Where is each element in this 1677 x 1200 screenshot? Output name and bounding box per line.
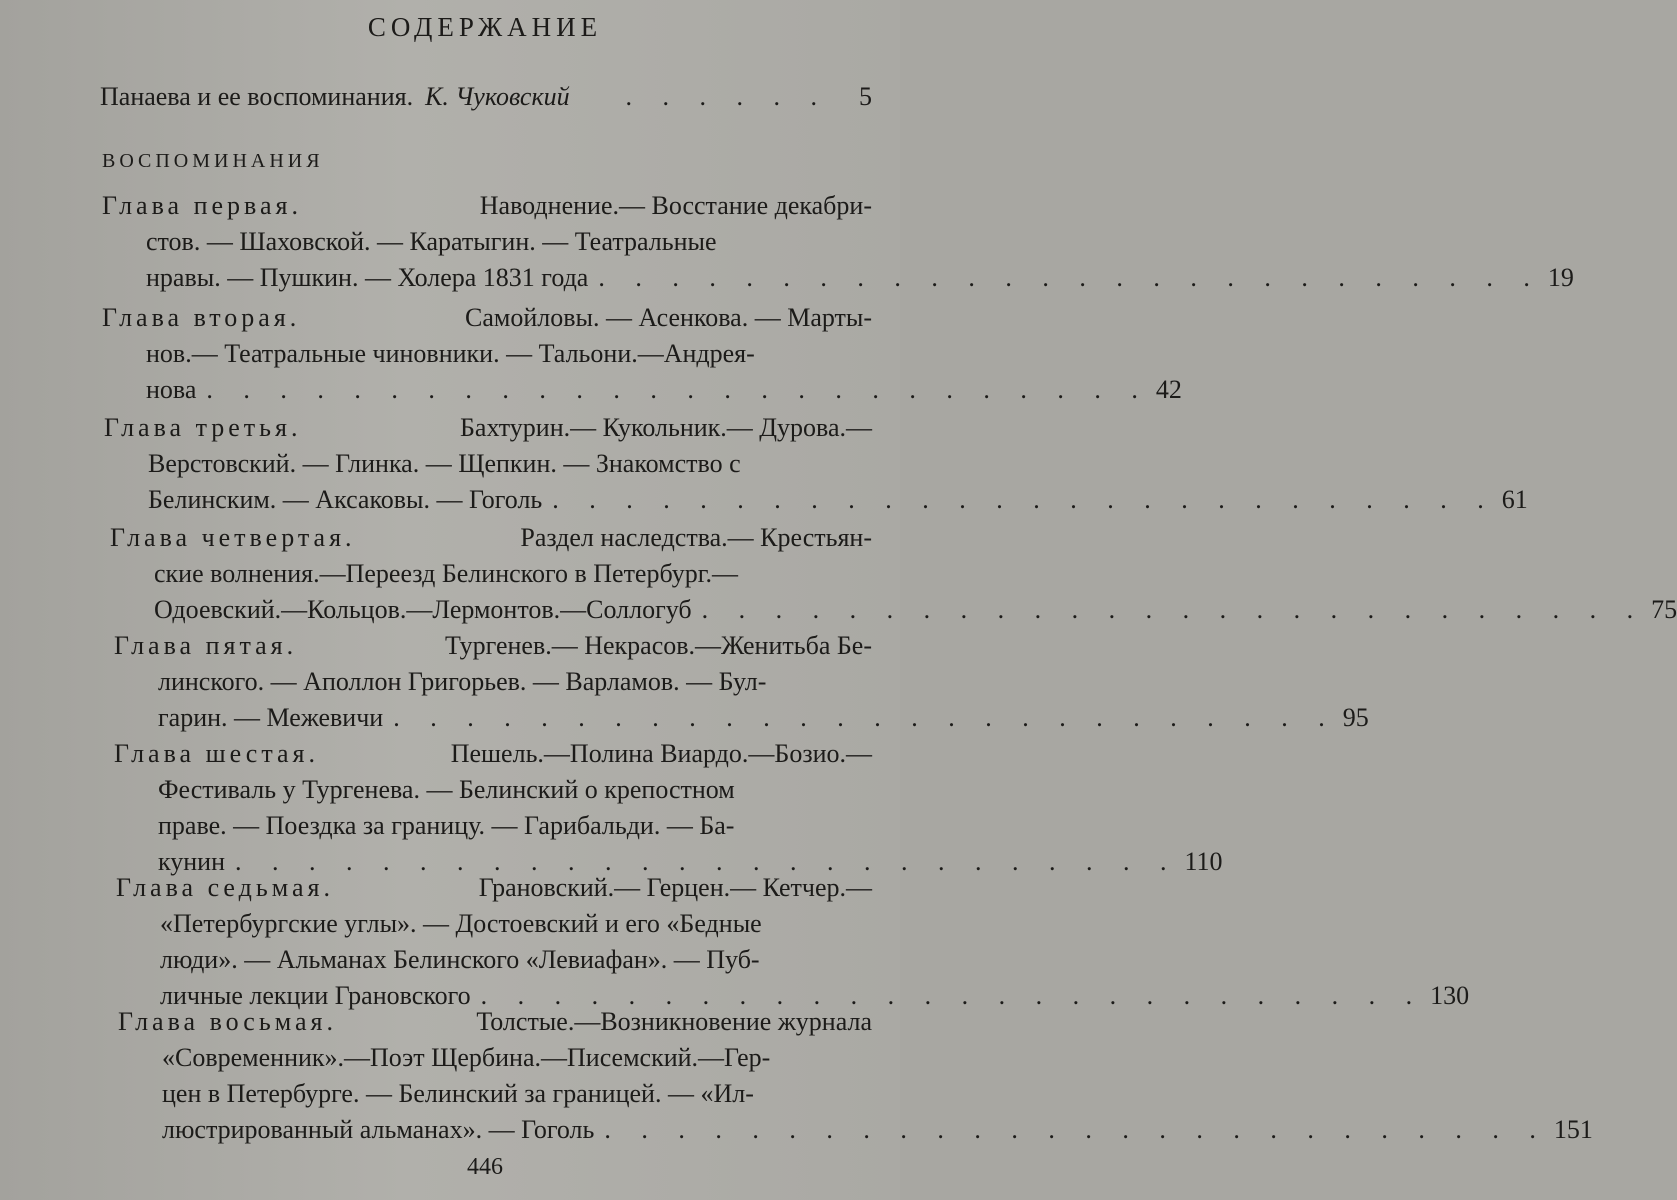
toc-entry <box>114 628 1369 736</box>
toc-line <box>102 260 1574 296</box>
chapter-topics: Раздел наследства.— Крестьян- <box>520 523 872 552</box>
toc-line <box>110 556 872 592</box>
chapter-topics: «Современник».—Поэт Щербина.—Писемский.—Гер- <box>162 1043 771 1072</box>
leader-dots: . . . . . . . . . . . . . . . . . . . . . . . . . . <box>598 263 1542 292</box>
toc-line <box>102 300 872 336</box>
intro-author: К. Чуковский <box>425 82 570 111</box>
toc-entry <box>118 1004 1593 1148</box>
toc-line <box>116 870 872 906</box>
chapter-topics: цен в Петербурге. — Белинский за границей. — «Ил- <box>162 1079 754 1108</box>
toc-line <box>102 336 872 372</box>
chapter-label: Глава пятая. <box>114 631 298 660</box>
toc-entry <box>114 736 1223 880</box>
toc-line <box>102 188 872 224</box>
page-number: 61 <box>1501 485 1528 514</box>
page-number: 151 <box>1553 1115 1593 1144</box>
chapter-topics: личные лекции Грановского <box>160 981 471 1010</box>
leader-dots: . . . . . . . . . . . . . . . . . . . . . . . . . . <box>604 1115 1548 1144</box>
chapter-topics: Самойловы. — Асенкова. — Марты- <box>465 303 872 332</box>
leader-dots: . . . . . . . . . . . . . . . . . . . . . . . . . . <box>552 485 1496 514</box>
chapter-topics: ские волнения.—Переезд Белинского в Петербург.— <box>154 559 738 588</box>
leader-dots: . . . . . . . . . . . . . . . . . . . . . . . . . . <box>701 595 1646 624</box>
chapter-topics: Грановский.— Герцен.— Кетчер.— <box>478 873 872 902</box>
toc-line <box>118 1112 1593 1148</box>
toc-line <box>116 906 872 942</box>
toc-line <box>114 808 872 844</box>
intro-text: Панаева и ее воспоминания. <box>100 82 414 111</box>
chapter-label: Глава седьмая. <box>116 873 334 902</box>
page-number: 130 <box>1430 981 1470 1010</box>
toc-line <box>118 1004 872 1040</box>
toc-line <box>102 224 872 260</box>
chapter-topics: Верстовский. — Глинка. — Щепкин. — Знакомство с <box>148 449 741 478</box>
chapter-topics: Пешель.—Полина Виардо.—Бозио.— <box>450 739 872 768</box>
toc-line <box>116 942 872 978</box>
page-number: 42 <box>1155 375 1182 404</box>
leader-dots: . . . . . . <box>625 82 829 111</box>
toc-line <box>104 410 872 446</box>
toc-line <box>102 372 1182 408</box>
chapter-topics: Одоевский.—Кольцов.—Лермонтов.—Соллогуб <box>154 595 692 624</box>
chapter-topics: нравы. — Пушкин. — Холера 1831 года <box>146 263 589 292</box>
toc-entry <box>102 300 1182 408</box>
chapter-topics: люстрированный альманах». — Гоголь <box>162 1115 595 1144</box>
toc-line <box>118 1076 872 1112</box>
chapter-topics: Фестиваль у Тургенева. — Белинский о крепостном <box>158 775 735 804</box>
chapter-label: Глава первая. <box>102 191 302 220</box>
chapter-label: Глава третья. <box>104 413 302 442</box>
chapter-label: Глава шестая. <box>114 739 319 768</box>
page-title: СОДЕРЖАНИЕ <box>367 12 603 42</box>
leader-dots: . . . . . . . . . . . . . . . . . . . . . . . . . . <box>206 375 1150 404</box>
toc-entry <box>110 520 1677 628</box>
toc-line <box>114 772 872 808</box>
toc-line <box>118 1040 872 1076</box>
toc-line <box>114 700 1369 736</box>
page-number: 75 <box>1651 595 1677 624</box>
page-number: 19 <box>1547 263 1574 292</box>
section-heading: ВОСПОМИНАНИЯ <box>102 150 324 172</box>
toc-entry <box>116 870 1470 1014</box>
chapter-topics: Толстые.—Возникновение журнала <box>476 1007 872 1036</box>
toc-line <box>114 628 872 664</box>
toc-entry <box>102 188 1574 296</box>
leader-dots: . . . . . . . . . . . . . . . . . . . . . . . . . . <box>480 981 1425 1010</box>
chapter-topics: Наводнение.— Восстание декабри- <box>479 191 872 220</box>
toc-line <box>114 736 872 772</box>
leader-dots: . . . . . . . . . . . . . . . . . . . . . . . . . . <box>235 847 1179 876</box>
chapter-topics: стов. — Шаховской. — Каратыгин. — Театральные <box>146 227 717 256</box>
chapter-label: Глава восьмая. <box>118 1007 337 1036</box>
page-folio: 446 <box>467 1154 503 1180</box>
intro-page-number: 5 <box>859 82 872 111</box>
chapter-topics: Белинским. — Аксаковы. — Гоголь <box>148 485 543 514</box>
chapter-topics: гарин. — Межевичи <box>158 703 384 732</box>
chapter-label: Глава вторая. <box>102 303 301 332</box>
chapter-topics: нова <box>146 375 197 404</box>
toc-line <box>104 482 1528 518</box>
chapter-topics: линского. — Аполлон Григорьев. — Варламов. — Бул- <box>158 667 767 696</box>
chapter-topics: праве. — Поездка за границу. — Гарибальди. — Ба- <box>158 811 735 840</box>
chapter-topics: Бахтурин.— Кукольник.— Дурова.— <box>459 413 872 442</box>
page-number: 110 <box>1184 847 1223 876</box>
toc-line <box>110 520 872 556</box>
toc-line <box>104 446 872 482</box>
toc-line <box>114 664 872 700</box>
chapter-topics: кунин <box>158 847 226 876</box>
chapter-topics: нов.— Театральные чиновники. — Тальони.—Андрея- <box>146 339 755 368</box>
chapter-topics: Тургенев.— Некрасов.—Женитьба Бе- <box>445 631 872 660</box>
toc-line <box>110 592 1677 628</box>
chapter-label: Глава четвертая. <box>110 523 356 552</box>
intro-entry <box>100 82 872 112</box>
chapter-topics: «Петербургские углы». — Достоевский и его «Бедные <box>160 909 762 938</box>
page-number: 95 <box>1342 703 1369 732</box>
leader-dots: . . . . . . . . . . . . . . . . . . . . . . . . . . <box>393 703 1337 732</box>
toc-entry <box>104 410 1528 518</box>
chapter-topics: люди». — Альманах Белинского «Левиафан». — Пуб- <box>160 945 760 974</box>
